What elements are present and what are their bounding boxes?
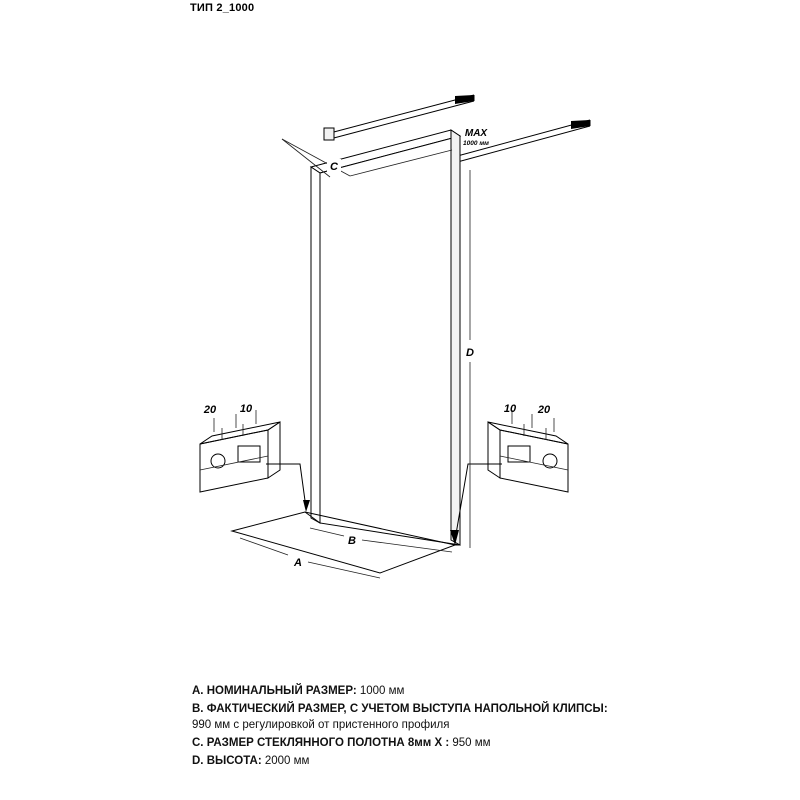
legend-value-c: 950 мм (449, 737, 491, 749)
legend-key-b: B. ФАКТИЧЕСКИЙ РАЗМЕР, С УЧЕТОМ ВЫСТУПА НАПОЛЬНОЙ КЛИПСЫ: (192, 703, 608, 715)
clip-left-dim-outer: 20 (203, 404, 217, 416)
max-sublabel: 1000 мм (463, 140, 489, 147)
legend-key-c: C. РАЗМЕР СТЕКЛЯННОГО ПОЛОТНА 8мм X : (192, 737, 450, 749)
clip-right-dim-inner: 10 (503, 403, 517, 415)
legend-key-a: A. НОМИНАЛЬНЫЙ РАЗМЕР: (192, 685, 357, 697)
callout-d: D (466, 347, 474, 359)
legend-value-b: 990 мм с регулировкой от пристенного профиля (192, 719, 450, 731)
callout-c: C (330, 161, 338, 173)
glass-panel (311, 130, 460, 545)
legend-item-d (192, 753, 622, 769)
callout-b: B (348, 535, 356, 547)
legend-item-a (192, 683, 622, 699)
callout-a: A (294, 557, 302, 569)
legend-key-d: D. ВЫСОТА: (192, 755, 262, 767)
legend-item-c (192, 735, 622, 751)
legend-value-a: 1000 мм (356, 685, 405, 697)
legend-item-b (192, 701, 622, 733)
dimension-d (466, 170, 474, 548)
legend-value-d: 2000 мм (261, 755, 310, 767)
clip-right-dim-outer: 20 (537, 404, 551, 416)
max-dimension-label (463, 128, 489, 147)
dimension-a (240, 538, 380, 578)
clip-left (200, 403, 310, 512)
page-title: ТИП 2_1000 (190, 2, 255, 14)
clip-right (450, 403, 568, 545)
clip-left-dim-inner: 10 (239, 403, 253, 415)
max-label: MAX (464, 128, 488, 139)
legend (192, 683, 622, 771)
